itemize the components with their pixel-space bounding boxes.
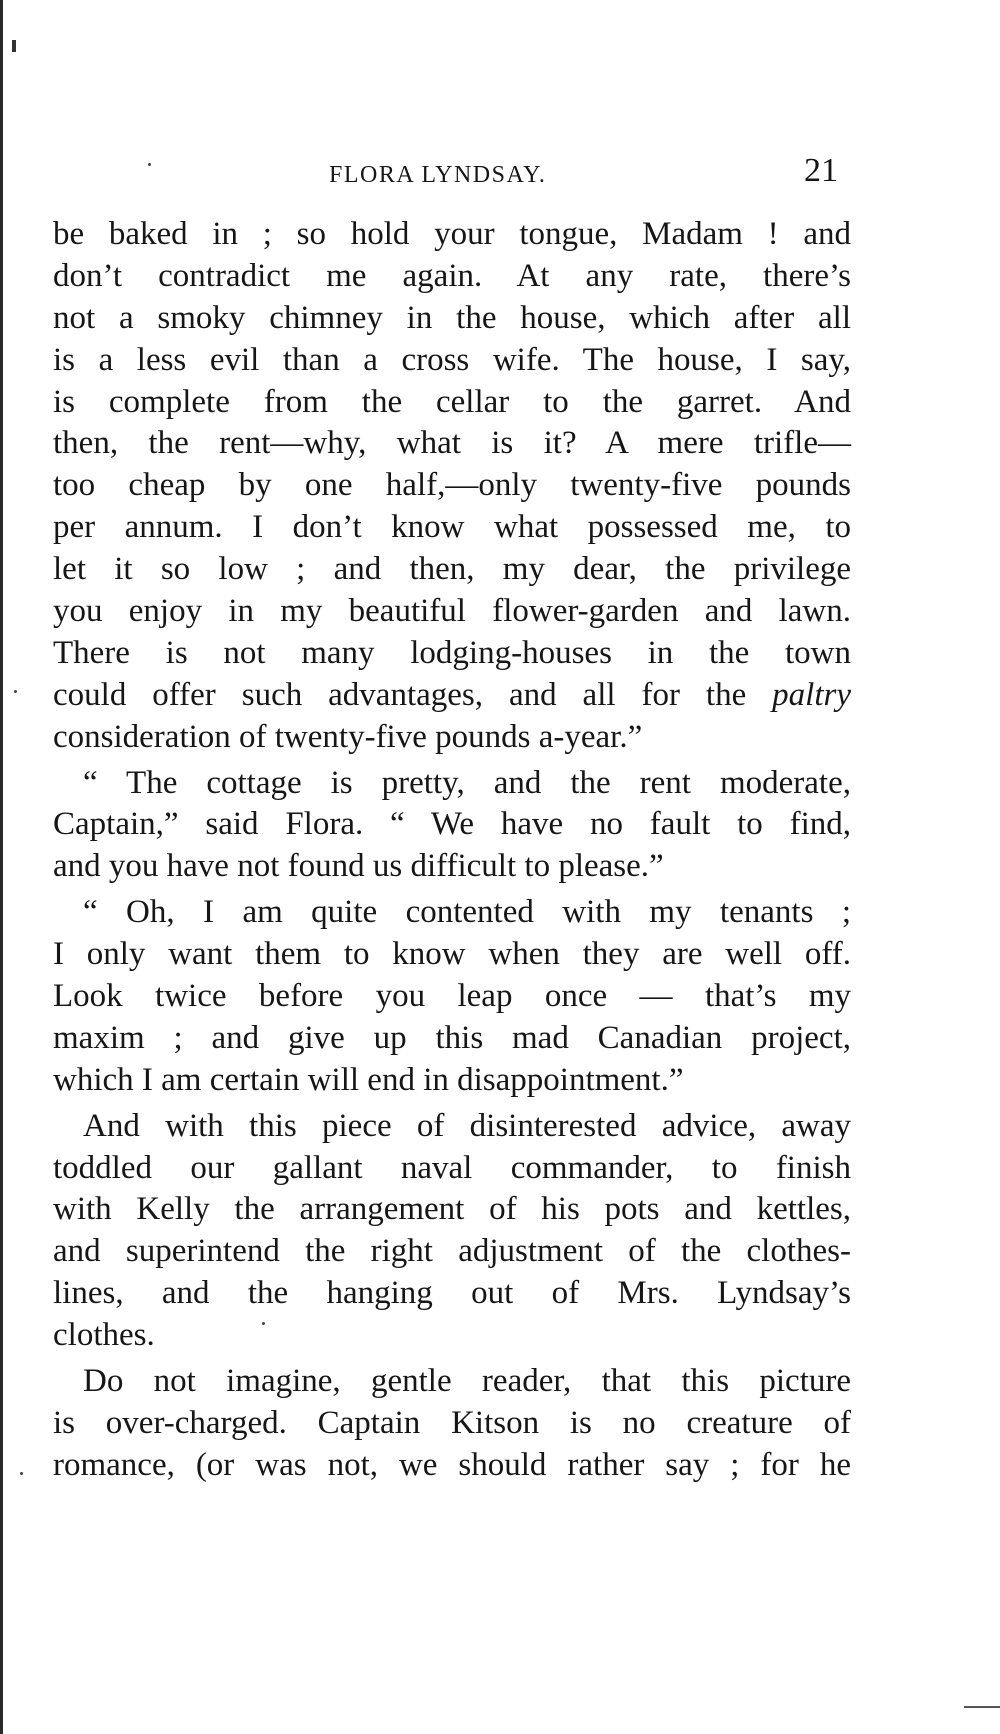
text-line: with Kelly the arrangement of his pots and kettles, [53,1191,851,1228]
text-line: let it so low ; and then, my dear, the privilege [53,551,851,588]
text-line: is complete from the cellar to the garret. And [53,383,851,420]
text-line [53,675,851,717]
text-line: and superintend the right adjustment of the clothes- [53,1233,851,1270]
text-segment: could offer such advantages, and all for the [53,676,773,713]
page-edge-line [0,0,3,1734]
text-line: be baked in ; so hold your tongue, Madam ! and [53,216,851,252]
text-line: which I am certain will end in disappointment.” [53,1061,684,1098]
text-line: don’t contradict me again. At any rate, there’s [53,257,851,294]
text-line: Captain,” said Flora. “ We have no fault to find, [53,806,851,843]
text-line: clothes. [53,1317,155,1354]
running-head: FLORA LYNDSAY. [329,162,547,188]
text-line: per annum. I don’t know what possessed me, to [53,509,851,546]
text-line: There is not many lodging-houses in the town [53,634,851,671]
text-line: maxim ; and give up this mad Canadian project, [53,1019,851,1056]
margin-dash [964,1706,1000,1708]
text-line: I only want them to know when they are well off. [53,936,851,973]
page-number: 21 [804,152,838,189]
page-header [0,152,1000,202]
text-line: too cheap by one half,—only twenty-five pounds [53,467,851,504]
text-line: and you have not found us difficult to please.” [53,848,664,885]
italic-word: paltry [772,676,851,713]
margin-mark [12,40,16,52]
text-line: And with this piece of disinterested advice, away [83,1107,851,1144]
text-line: then, the rent—why, what is it? A mere trifle— [53,425,851,462]
text-line: Do not imagine, gentle reader, that this picture [83,1363,851,1400]
text-line: is over-charged. Captain Kitson is no creature of [53,1404,851,1441]
text-line: consideration of twenty-five pounds a-year.” [53,718,643,755]
body-text [53,214,851,1487]
text-line: “ The cottage is pretty, and the rent moderate, [83,764,851,801]
ink-speck [14,690,17,693]
text-line: is a less evil than a cross wife. The house, I say, [53,341,851,378]
text-line: Look twice before you leap once — that’s my [53,978,851,1015]
text-line: toddled our gallant naval commander, to finish [53,1149,851,1186]
ink-speck [20,1472,23,1475]
text-line: you enjoy in my beautiful flower-garden and lawn. [53,593,851,630]
text-line: “ Oh, I am quite contented with my tenants ; [83,894,851,931]
text-line: lines, and the hanging out of Mrs. Lyndsay’s [53,1275,851,1312]
text-line: not a smoky chimney in the house, which after all [53,299,851,336]
text-line: romance, (or was not, we should rather say ; for he [53,1446,851,1483]
